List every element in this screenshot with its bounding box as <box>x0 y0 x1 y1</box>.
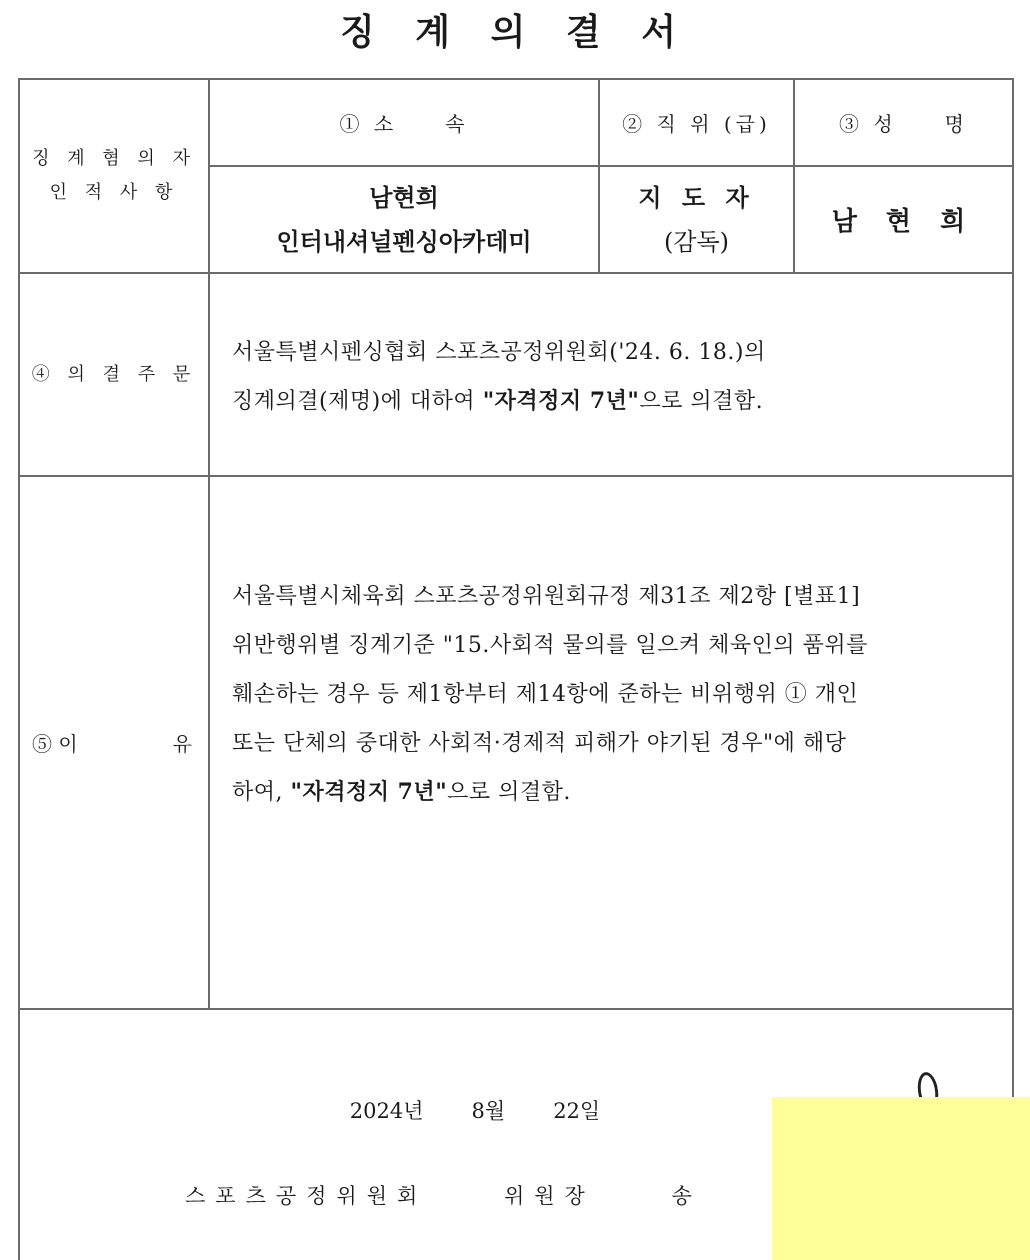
reason-line1: 서울특별시체육회 스포츠공정위원회규정 제31조 제2항 [별표1] <box>232 584 861 609</box>
decision-text <box>232 328 766 426</box>
reason-penalty-emphasis: "자격정지 7년" <box>290 779 448 805</box>
committee-name: 스포츠공정위원회 <box>185 1184 428 1208</box>
subject-label-line2: 인 적 사 항 <box>49 182 179 203</box>
subject-label-line1: 징 계 혐 의 자 <box>32 148 196 169</box>
position-value-line2: (감독) <box>663 227 730 256</box>
document-title: 징 계 의 결 서 <box>339 12 690 53</box>
decision-line2 <box>232 377 766 426</box>
reason-line4: 또는 단체의 중대한 사회적·경제적 피해가 야기된 경우"에 해당 <box>232 731 847 756</box>
decision-label: ④ 의 결 주 문 <box>31 363 197 385</box>
date-month: 8월 <box>471 1099 506 1123</box>
decision-line2-pre: 징계의결(제명)에 대하여 <box>232 389 483 414</box>
sticky-note-redaction <box>772 1097 1030 1260</box>
reason-line2: 위반행위별 징계기준 "15.사회적 물의를 일으켜 체육인의 품위를 <box>232 633 868 658</box>
affiliation-value <box>210 167 598 272</box>
affiliation-value-line2: 인터내셔널펜싱아카데미 <box>276 226 532 256</box>
reason-line5-post: 으로 의결함. <box>447 780 571 805</box>
border-row3 <box>18 1008 1014 1010</box>
reason-label <box>20 477 208 1008</box>
name-value: 남 현 희 <box>831 207 976 237</box>
reason-label-end: 유 <box>172 732 192 756</box>
decision-line2-post: 으로 의결함. <box>639 389 764 414</box>
reason-text <box>232 572 868 817</box>
position-value-line1: 지 도 자 <box>638 182 755 212</box>
reason-line5-pre: 하여, <box>232 780 291 805</box>
reason-line5 <box>232 768 868 817</box>
border-right <box>1012 78 1014 1260</box>
chair-title: 위원장 <box>503 1184 595 1208</box>
reason-label-num: ⑤ 이 <box>32 732 78 756</box>
subject-label <box>20 80 208 272</box>
decision-line1: 서울특별시펜싱협회 스포츠공정위원회('24. 6. 18.)의 <box>232 340 766 365</box>
affiliation-header: ① 소 속 <box>339 112 469 136</box>
date-year: 2024년 <box>349 1099 424 1123</box>
position-value <box>600 167 793 272</box>
signature-line <box>185 1180 762 1210</box>
reason-line3: 훼손하는 경우 등 제1항부터 제14항에 준하는 비위행위 ① 개인 <box>232 682 859 707</box>
chair-name: 송 <box>671 1184 702 1208</box>
name-header: ③ 성 명 <box>839 112 968 136</box>
affiliation-value-line1: 남현희 <box>369 182 439 212</box>
date-day: 22일 <box>553 1099 601 1123</box>
position-header: ② 직 위 (급) <box>622 112 771 136</box>
decision-penalty-emphasis: "자격정지 7년" <box>482 388 640 414</box>
